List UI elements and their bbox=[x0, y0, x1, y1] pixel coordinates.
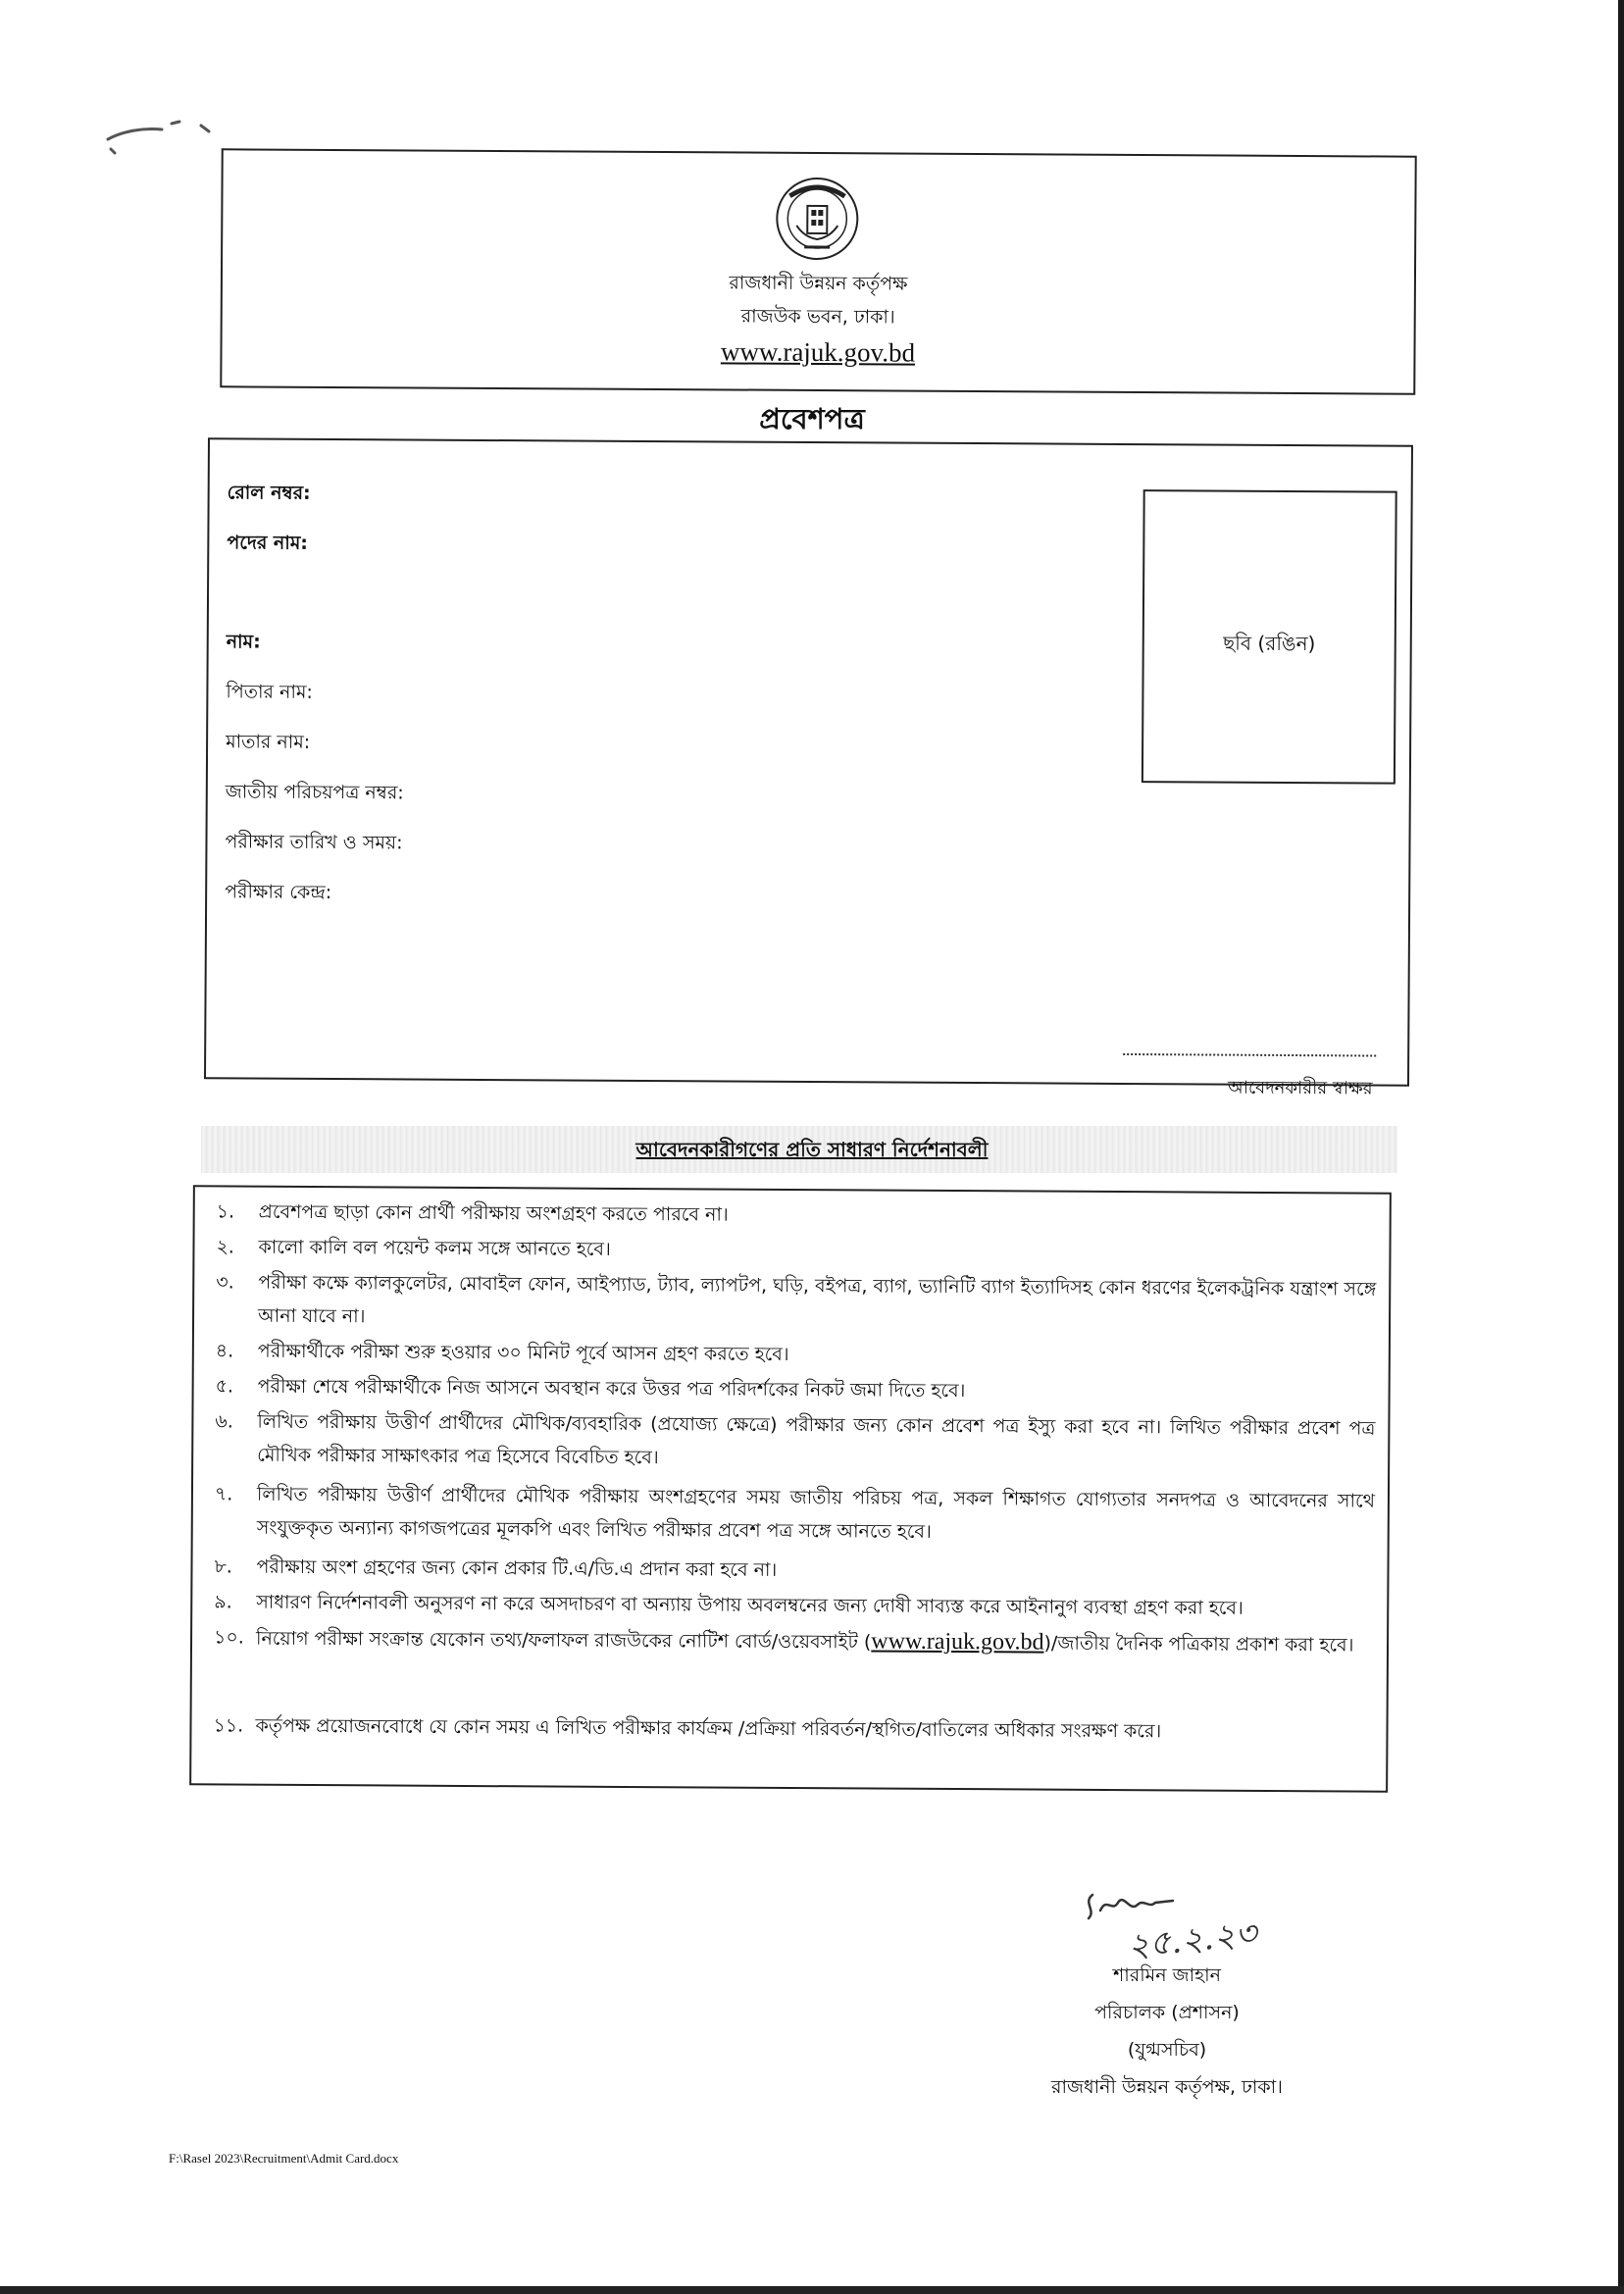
instruction-text bbox=[256, 1621, 1374, 1662]
applicant-signature-label: আবেদনকারীর স্বাক্ষর bbox=[1227, 1077, 1373, 1099]
rajuk-seal-icon bbox=[775, 177, 860, 262]
instruction-number: ৩. bbox=[216, 1271, 234, 1294]
scan-bottom-edge bbox=[0, 2286, 1624, 2294]
website-link[interactable]: www.rajuk.gov.bd bbox=[720, 336, 916, 368]
instruction-text: পরীক্ষায় অংশ গ্রহণের জন্য কোন প্রকার টি.এ/ডি.এ প্রদান করা হবে না। bbox=[256, 1555, 778, 1581]
scan-mark bbox=[103, 110, 221, 159]
instruction-text: পরীক্ষা কক্ষে ক্যালকুলেটর, মোবাইল ফোন, আইপ্যাড, ট্যাব, ল্যাপটপ, ঘড়ি, বইপত্র, ব্যাগ, ভ্যানিটি ব্যাগ ইত্যাদিসহ কোন ধরণের ইলেকট্রনিক যন্ত্রাংশ সঙ্গে আনা যাবে না। bbox=[257, 1271, 1377, 1328]
instruction-text: লিখিত পরীক্ষায় উত্তীর্ণ প্রার্থীদের মৌখিক পরীক্ষায় অংশগ্রহণের সময় জাতীয় পরিচয় পত্র, সকল শিক্ষাগত যোগ্যতার সনদপত্র ও আবেদনের সাথে সংযুক্তকৃত অন্যান্য কাগজপত্রের মূলকপি এবং লিখিত পরীক্ষার প্রবেশ পত্র সঙ্গে আনতে হবে। bbox=[256, 1483, 1376, 1543]
instruction-text: প্রবেশপত্র ছাড়া কোন প্রার্থী পরীক্ষায় অংশগ্রহণ করতে পারবে না। bbox=[258, 1200, 729, 1226]
instruction-item bbox=[193, 1550, 1388, 1581]
field-exam-center: পরীক্ষার কেন্দ্র: bbox=[225, 881, 332, 904]
instruction-text: সাধারণ নির্দেশনাবলী অনুসরণ না করে অসদাচরণ বা অন্যায় উপায় অবলম্বনের জন্য দোষী সাব্যস্ত করে আইনানুগ ব্যবস্থা গ্রহণ করা হবে। bbox=[256, 1591, 1243, 1619]
field-nid-number: জাতীয় পরিচয়পত্র নম্বর: bbox=[225, 781, 404, 804]
instruction-number: ৮. bbox=[214, 1555, 232, 1578]
field-mother-name: মাতার নাম: bbox=[226, 731, 311, 753]
page-title: প্রবেশপত্র bbox=[759, 402, 865, 435]
instruction-number: ৪. bbox=[215, 1340, 234, 1362]
instruction-text-before: নিয়োগ পরীক্ষা সংক্রান্ত যেকোন তথ্য/ফলাফল রাজউকের নোটিশ বোর্ড/ওয়েবসাইট ( bbox=[255, 1627, 872, 1654]
instruction-text: লিখিত পরীক্ষায় উত্তীর্ণ প্রার্থীদের মৌখিক/ব্যবহারিক (প্রযোজ্য ক্ষেত্রে) পরীক্ষার জন্য কোন প্রবেশ পত্র ইস্যু করা হবে না। লিখিত পরীক্ষার প্রবেশ পত্র মৌখিক পরীক্ষার সাক্ষাৎকার পত্র হিসেবে বিবেচিত হবে। bbox=[257, 1410, 1376, 1469]
instruction-number: ১১. bbox=[213, 1714, 244, 1737]
signatory-designation: পরিচালক (প্রশাসন) bbox=[1094, 2002, 1240, 2023]
instruction-number: ৫. bbox=[215, 1375, 234, 1398]
website-link[interactable]: www.rajuk.gov.bd bbox=[871, 1628, 1044, 1656]
signatory-office: রাজধানী উন্নয়ন কর্তৃপক্ষ, ঢাকা। bbox=[1051, 2076, 1283, 2098]
org-address: রাজউক ভবন, ঢাকা। bbox=[740, 305, 895, 329]
instruction-text: কালো কালি বল পয়েন্ট কলম সঙ্গে আনতে হবে। bbox=[258, 1236, 611, 1260]
instruction-number: ৯. bbox=[214, 1591, 232, 1613]
instruction-text: পরীক্ষা শেষে পরীক্ষার্থীকে নিজ আসনে অবস্থান করে উত্তর পত্র পরিদর্শকের নিকট জমা দিতে হবে। bbox=[257, 1375, 966, 1402]
field-post-name: পদের নাম: bbox=[227, 532, 308, 554]
photo-box bbox=[1142, 489, 1397, 785]
instructions-box bbox=[189, 1185, 1392, 1792]
instruction-number: ২. bbox=[216, 1236, 234, 1258]
instruction-text: কর্তৃপক্ষ প্রয়োজনবোধে যে কোন সময় এ লিখিত পরীক্ষার কার্যক্রম /প্রক্রিয়া পরিবর্তন/স্থগিত/বাতিলের অধিকার সংরক্ষণ করে। bbox=[255, 1714, 1162, 1743]
field-exam-date-time: পরীক্ষার তারিখ ও সময়: bbox=[225, 831, 403, 854]
admit-card-box bbox=[204, 437, 1413, 1099]
field-father-name: পিতার নাম: bbox=[226, 681, 313, 703]
instructions-title: আবেদনকারীগণের প্রতি সাধারণ নির্দেশনাবলী bbox=[635, 1138, 989, 1161]
org-name: রাজধানী উন্নয়ন কর্তৃপক্ষ bbox=[729, 272, 908, 295]
header-box bbox=[220, 148, 1416, 394]
instruction-text-after: )/জাতীয় দৈনিক পত্রিকায় প্রকাশ করা হবে। bbox=[1043, 1632, 1354, 1657]
instruction-number: ১. bbox=[216, 1200, 235, 1223]
file-path: F:\Rasel 2023\Recruitment\Admit Card.docx bbox=[169, 2151, 399, 2166]
instruction-number: ৭. bbox=[214, 1483, 233, 1505]
instruction-number: ১০. bbox=[213, 1626, 244, 1649]
instruction-item bbox=[195, 1195, 1390, 1226]
instruction-item bbox=[192, 1708, 1387, 1743]
instruction-item bbox=[193, 1477, 1388, 1543]
instruction-text: পরীক্ষার্থীকে পরীক্ষা শুরু হওয়ার ৩০ মিনিট পূর্বে আসন গ্রহণ করতে হবে। bbox=[257, 1340, 789, 1365]
handwritten-date: ২৫.২.২৩ bbox=[1126, 1913, 1259, 1966]
photo-label: ছবি (রঙিন) bbox=[1223, 631, 1316, 656]
field-name: নাম: bbox=[226, 631, 261, 653]
signatory-rank: (যুগ্মসচিব) bbox=[1127, 2039, 1207, 2061]
signature-line bbox=[1123, 1053, 1376, 1057]
instruction-number: ৬. bbox=[215, 1410, 233, 1433]
signatory-name: শারমিন জাহান bbox=[1113, 1964, 1221, 1986]
field-roll-number: রোল নম্বর: bbox=[227, 482, 311, 504]
